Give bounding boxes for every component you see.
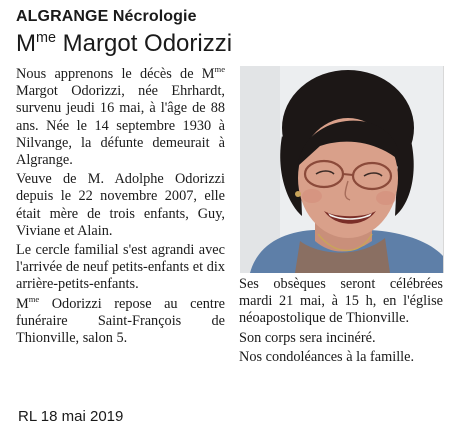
portrait-illustration — [240, 66, 443, 273]
paragraph-grandchildren: Le cercle familial s'est agrandi avec l'arrivée de neuf petits-enfants et dix arrière-petits-enfants. — [16, 242, 225, 293]
title-prefix: M — [16, 30, 36, 57]
right-column — [239, 276, 443, 368]
title-name: Margot Odorizzi — [56, 30, 233, 57]
paragraph-funeral-home: $M^{me}$ Odorizzi repose au centre funéraire Saint-François de Thionville, salon 5. — [16, 293, 225, 347]
paragraph-cremation: Son corps sera incinéré. — [239, 329, 376, 346]
paragraph-funeral: Ses obsèques seront célébrées mardi 21 mai, à 15 h, en l'église néoapostolique de Thionville. — [239, 276, 443, 327]
header-section: Nécrologie — [112, 8, 197, 25]
portrait-photo — [240, 66, 444, 273]
paragraph-announcement: Nous apprenons le décès de $M^{me}$ Margot Odorizzi, née Ehrhardt, survenu jeudi 16 mai, à l'âge de 88 ans. Née le 14 septembre 1930 à Nilvange, la défunte demeurait à Algrange. — [16, 64, 225, 169]
paragraph-family: Veuve de M. Adolphe Odorizzi depuis le 22 novembre 2007, elle était mère de trois enfants, Guy, Viviane et Alain. — [16, 171, 225, 239]
source-caption: RL 18 mai 2019 — [18, 408, 124, 425]
header-city: ALGRANGE — [16, 8, 109, 25]
article-title — [16, 30, 232, 58]
section-header — [16, 8, 197, 26]
paragraph-condolences: Nos condoléances à la famille. — [239, 348, 415, 365]
left-column — [16, 66, 225, 349]
title-prefix-sup: me — [36, 30, 56, 46]
